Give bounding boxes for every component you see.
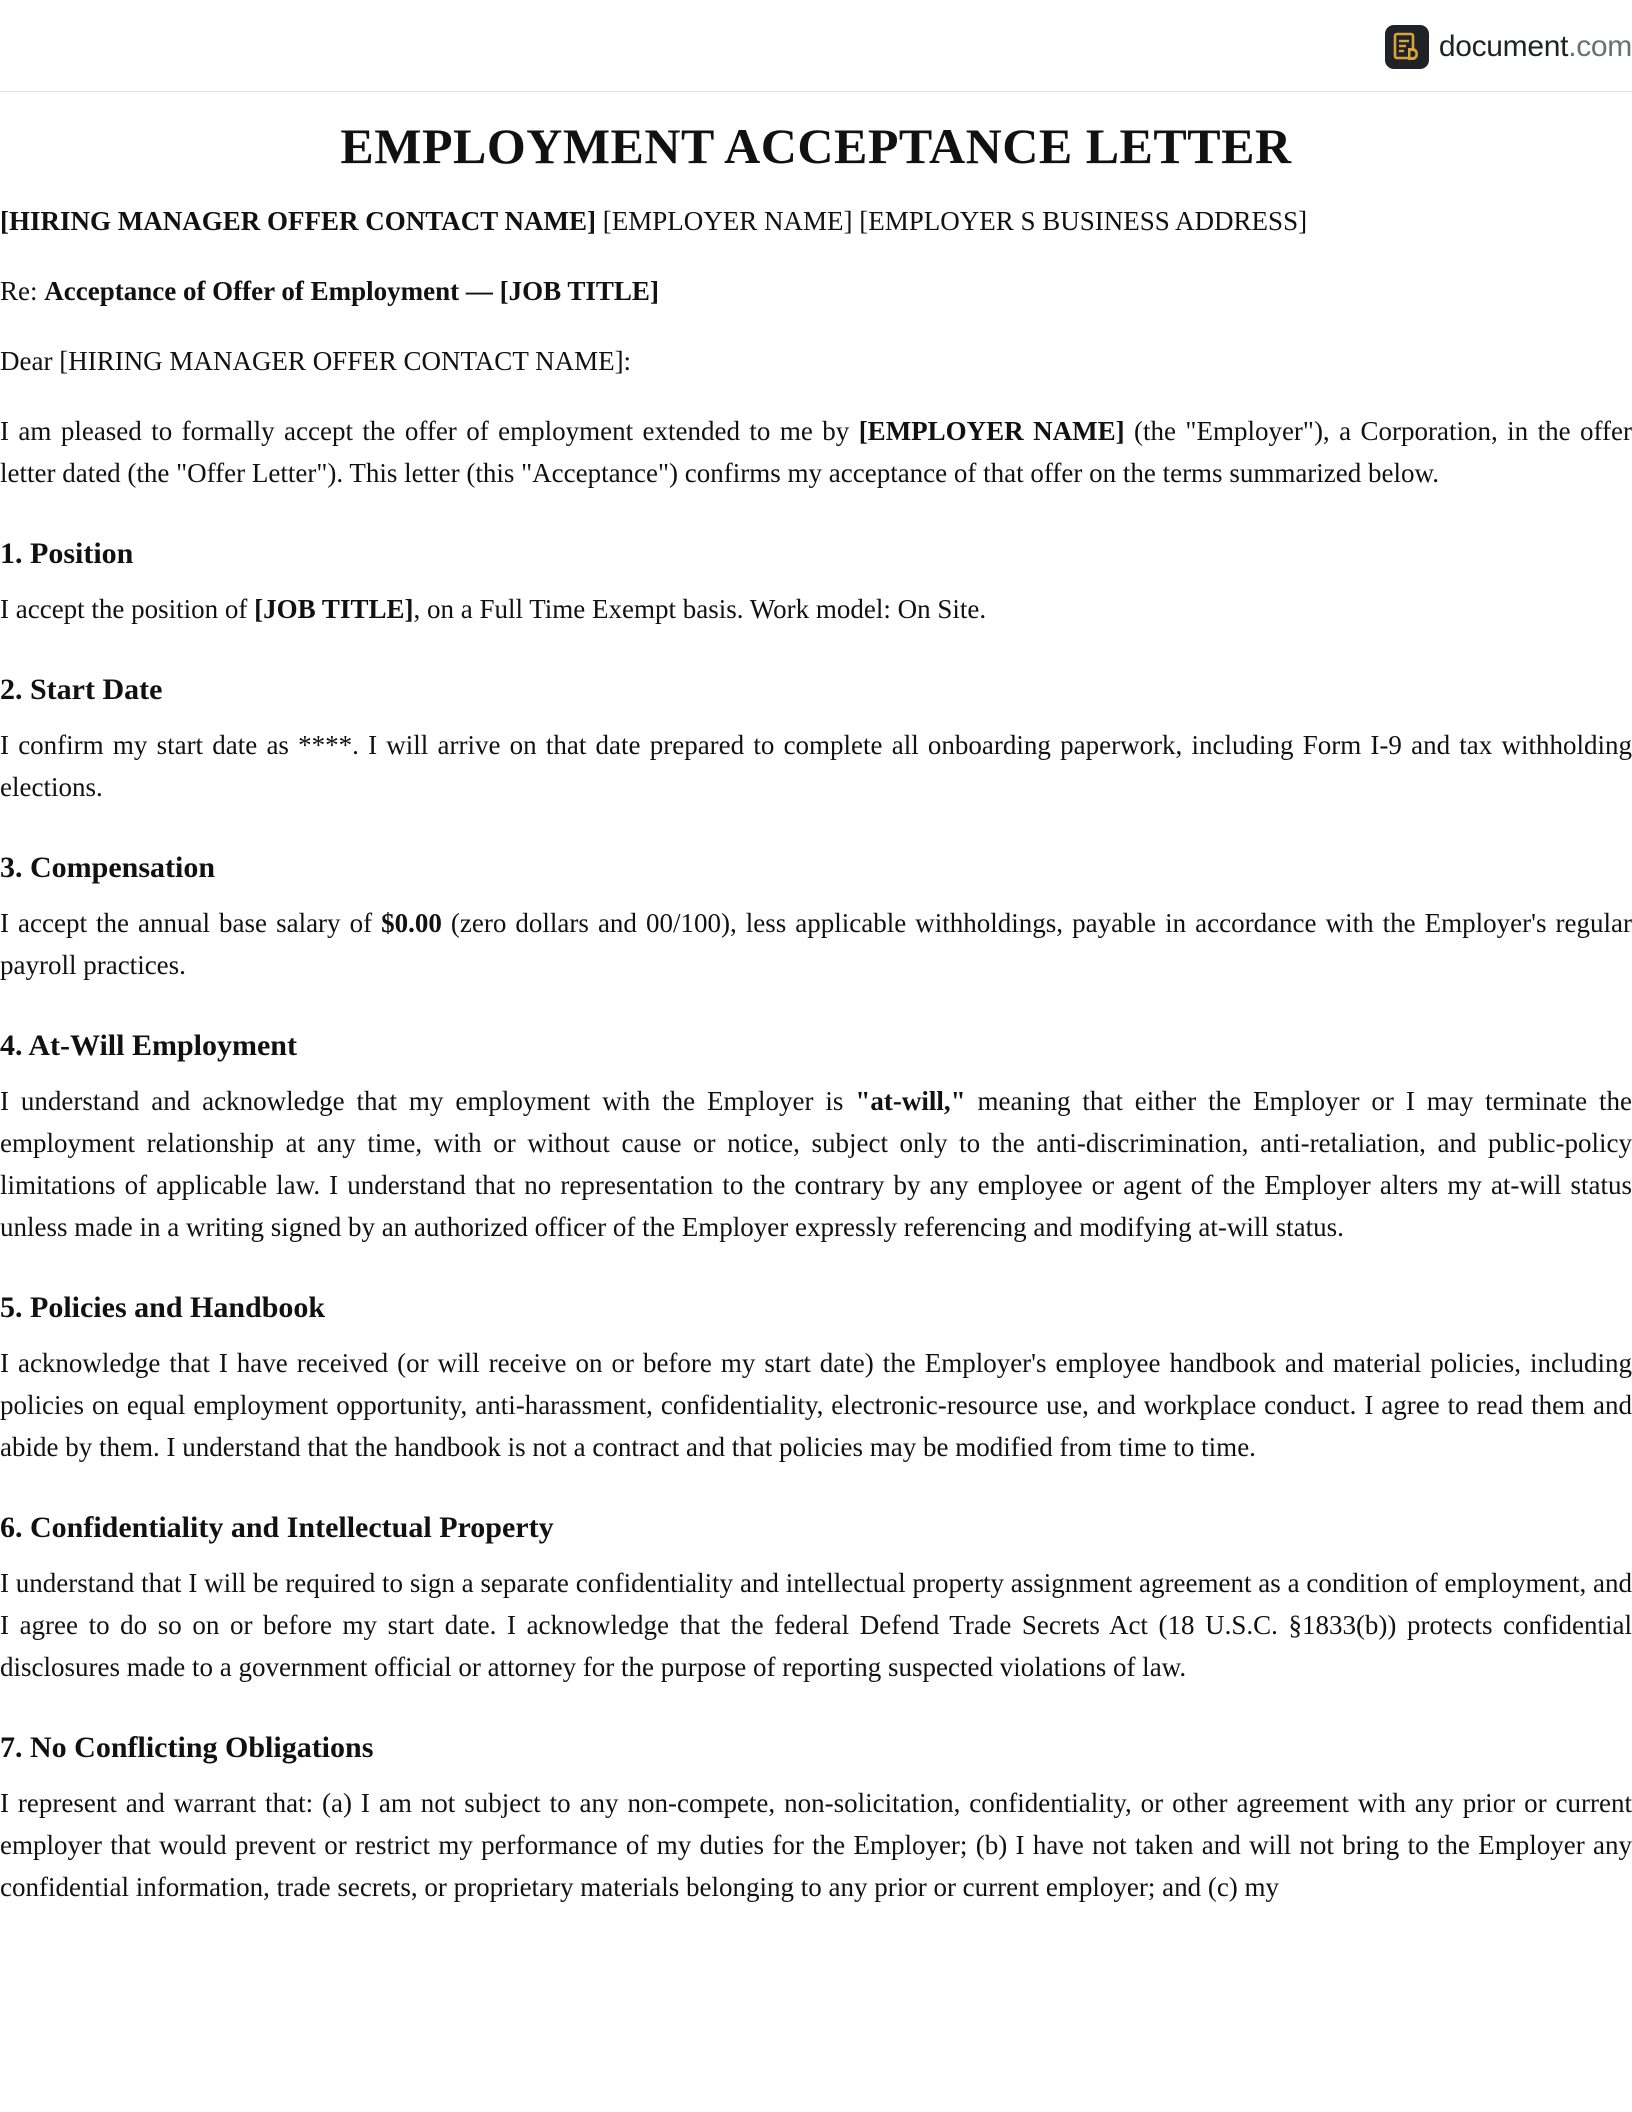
- brand-logo[interactable]: [1385, 23, 1632, 71]
- section-1-heading: 1. Position: [0, 537, 134, 570]
- s4-text-c: meaning that either the Employer or I may terminate the employment relationship at any time, with or without cause or notice, subject only to the anti-discrimination, anti-retaliation, and public-policy limitations of applicable law. I understand that no representation to the contrary by any employee or agent of the Employer alters my at-will status unless made in a writing signed by an authorized officer of the Employer expressly referencing and modifying at-will status.: [0, 1086, 1632, 1242]
- section-6-text: I understand that I will be required to sign a separate confidentiality and intellectual property assignment agreement as a condition of employment, and I agree to do so on or before my start date. I acknowledge that the federal Defend Trade Secrets Act (18 U.S.C. §1833(b)) protects confidential disclosures made to a government official or attorney for the purpose of reporting suspected violations of law.: [0, 1568, 1632, 1682]
- document-title: EMPLOYMENT ACCEPTANCE LETTER: [340, 118, 1292, 174]
- section-5-text: I acknowledge that I have received (or will receive on or before my start date) the Employer's employee handbook and material policies, including policies on equal employment opportunity, anti-harassment, confidentiality, electronic-resource use, and workplace conduct. I agree to read them and abide by them. I understand that the handbook is not a contract and that policies may be modified from time to time.: [0, 1348, 1632, 1462]
- address-line: [0, 200, 1632, 242]
- section-2-text: I confirm my start date as ****. I will arrive on that date prepared to complete all onboarding paperwork, including Form I-9 and tax withholding elections.: [0, 730, 1632, 802]
- document-logo-icon: [1385, 25, 1429, 69]
- section-4-text: [0, 1080, 1632, 1248]
- subject-line: [0, 270, 1632, 312]
- document-body: [0, 92, 1632, 1908]
- intro-text-a: I am pleased to formally accept the offer of employment extended to me by: [0, 416, 859, 446]
- section-7-text: I represent and warrant that: (a) I am not subject to any non-compete, non-solicitation, confidentiality, or other agreement with any prior or current employer that would prevent or restrict my performance of my duties for the Employer; (b) I have not taken and will not bring to the Employer any confidential information, trade secrets, or proprietary materials belonging to any prior or current employer; and (c) my: [0, 1788, 1632, 1902]
- address-contact-name: [HIRING MANAGER OFFER CONTACT NAME]: [0, 206, 596, 236]
- subject-text: Acceptance of Offer of Employment — [JOB TITLE]: [44, 276, 659, 306]
- section-3-text: [0, 902, 1632, 986]
- s4-text-a: I understand and acknowledge that my employment with the Employer is: [0, 1086, 856, 1116]
- address-employer: [EMPLOYER NAME] [EMPLOYER S BUSINESS ADDRESS]: [596, 206, 1308, 236]
- brand-name-main: document: [1438, 30, 1569, 63]
- s4-at-will: "at-will,": [855, 1086, 966, 1116]
- intro-employer-name: [EMPLOYER NAME]: [858, 416, 1125, 446]
- brand-name: [1439, 30, 1632, 64]
- s3-text-c: (zero dollars and 00/100), less applicable withholdings, payable in accordance with the Employer's regular payroll practices.: [0, 908, 1632, 980]
- intro-text-c: (the "Employer"), a Corporation, in the offer letter dated (the "Offer Letter"). This letter (this "Acceptance") confirms my acceptance of that offer on the terms summarized below.: [0, 416, 1632, 488]
- section-4-heading: 4. At-Will Employment: [0, 1029, 297, 1062]
- s3-salary: $0.00: [381, 908, 442, 938]
- page-header: [0, 0, 1632, 92]
- s1-text-c: , on a Full Time Exempt basis. Work model: On Site.: [413, 594, 987, 624]
- section-2-heading: 2. Start Date: [0, 673, 163, 706]
- section-6-heading: 6. Confidentiality and Intellectual Property: [0, 1511, 554, 1544]
- s1-text-a: I accept the position of: [0, 594, 255, 624]
- subject-label: Re:: [0, 276, 45, 306]
- section-5-heading: 5. Policies and Handbook: [0, 1291, 326, 1324]
- section-1-text: [0, 588, 1632, 630]
- intro-paragraph: [0, 410, 1632, 494]
- s1-job-title: [JOB TITLE]: [254, 594, 414, 624]
- section-7-heading: 7. No Conflicting Obligations: [0, 1731, 374, 1764]
- section-3-heading: 3. Compensation: [0, 851, 216, 884]
- s3-text-a: I accept the annual base salary of: [0, 908, 382, 938]
- brand-name-suffix: .com: [1568, 30, 1632, 63]
- salutation: Dear [HIRING MANAGER OFFER CONTACT NAME]:: [0, 346, 632, 376]
